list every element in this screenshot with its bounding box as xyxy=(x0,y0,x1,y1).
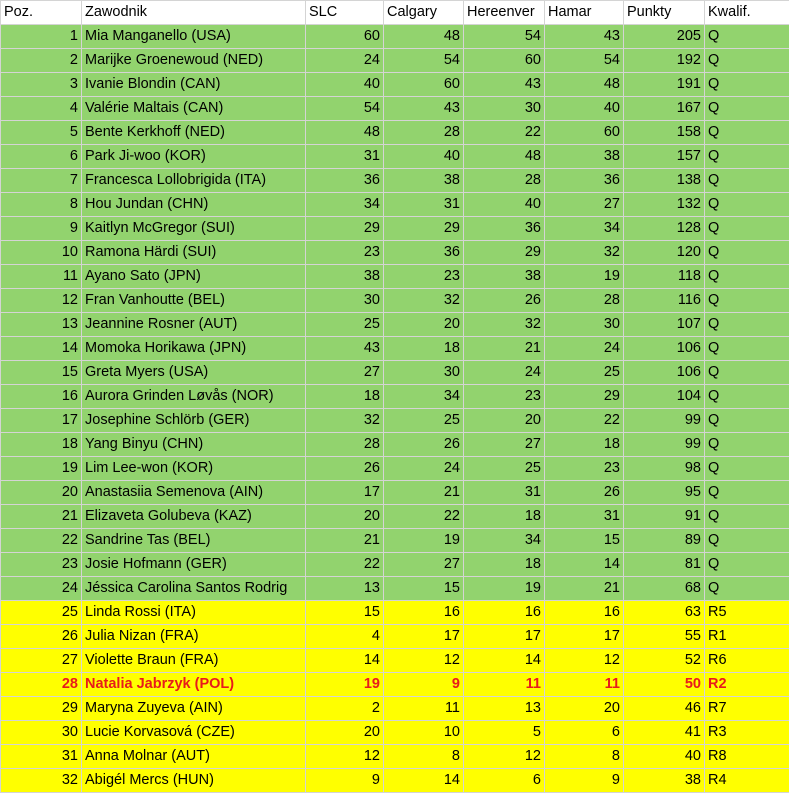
cell-hamar[interactable]: 34 xyxy=(545,217,624,241)
header-calgary[interactable]: Calgary xyxy=(384,1,464,25)
cell-pos[interactable]: 21 xyxy=(1,505,82,529)
cell-heerenveen[interactable]: 12 xyxy=(464,745,545,769)
cell-points[interactable]: 38 xyxy=(624,769,705,793)
cell-hamar[interactable]: 23 xyxy=(545,457,624,481)
cell-calgary[interactable]: 15 xyxy=(384,577,464,601)
cell-heerenveen[interactable]: 36 xyxy=(464,217,545,241)
cell-calgary[interactable]: 12 xyxy=(384,649,464,673)
cell-points[interactable]: 99 xyxy=(624,409,705,433)
cell-hamar[interactable]: 12 xyxy=(545,649,624,673)
table-row xyxy=(1,433,789,457)
cell-slc[interactable]: 21 xyxy=(306,529,384,553)
cell-heerenveen[interactable]: 54 xyxy=(464,25,545,49)
cell-heerenveen[interactable]: 26 xyxy=(464,289,545,313)
cell-pos[interactable]: 29 xyxy=(1,697,82,721)
cell-points[interactable]: 40 xyxy=(624,745,705,769)
cell-calgary[interactable]: 11 xyxy=(384,697,464,721)
cell-pos[interactable]: 10 xyxy=(1,241,82,265)
cell-points[interactable]: 106 xyxy=(624,337,705,361)
cell-pos[interactable]: 19 xyxy=(1,457,82,481)
cell-points[interactable]: 120 xyxy=(624,241,705,265)
cell-hamar[interactable]: 25 xyxy=(545,361,624,385)
cell-hamar[interactable]: 32 xyxy=(545,241,624,265)
header-heerenveen[interactable]: Hereenver xyxy=(464,1,545,25)
cell-qual[interactable]: Q xyxy=(705,289,789,313)
cell-hamar[interactable]: 15 xyxy=(545,529,624,553)
cell-pos[interactable]: 12 xyxy=(1,289,82,313)
cell-slc[interactable]: 14 xyxy=(306,649,384,673)
cell-calgary[interactable]: 36 xyxy=(384,241,464,265)
cell-pos[interactable]: 20 xyxy=(1,481,82,505)
cell-slc[interactable]: 23 xyxy=(306,241,384,265)
cell-points[interactable]: 167 xyxy=(624,97,705,121)
cell-hamar[interactable]: 54 xyxy=(545,49,624,73)
cell-slc[interactable]: 24 xyxy=(306,49,384,73)
cell-qual[interactable]: Q xyxy=(705,25,789,49)
cell-slc[interactable]: 15 xyxy=(306,601,384,625)
cell-slc[interactable]: 28 xyxy=(306,433,384,457)
cell-slc[interactable]: 4 xyxy=(306,625,384,649)
cell-pos[interactable]: 7 xyxy=(1,169,82,193)
cell-calgary[interactable]: 22 xyxy=(384,505,464,529)
cell-pos[interactable]: 2 xyxy=(1,49,82,73)
cell-slc[interactable]: 32 xyxy=(306,409,384,433)
cell-pos[interactable]: 27 xyxy=(1,649,82,673)
cell-name[interactable]: Linda Rossi (ITA) xyxy=(82,601,306,625)
cell-name[interactable]: Ivanie Blondin (CAN) xyxy=(82,73,306,97)
cell-heerenveen[interactable]: 19 xyxy=(464,577,545,601)
cell-heerenveen[interactable]: 40 xyxy=(464,193,545,217)
table-row xyxy=(1,49,789,73)
cell-hamar[interactable]: 17 xyxy=(545,625,624,649)
table-row xyxy=(1,241,789,265)
cell-hamar[interactable]: 22 xyxy=(545,409,624,433)
table-row xyxy=(1,409,789,433)
cell-slc[interactable]: 19 xyxy=(306,673,384,697)
cell-calgary[interactable]: 24 xyxy=(384,457,464,481)
cell-calgary[interactable]: 38 xyxy=(384,169,464,193)
cell-calgary[interactable]: 34 xyxy=(384,385,464,409)
cell-name[interactable]: Francesca Lollobrigida (ITA) xyxy=(82,169,306,193)
table-row xyxy=(1,121,789,145)
header-hamar[interactable]: Hamar xyxy=(545,1,624,25)
cell-pos[interactable]: 1 xyxy=(1,25,82,49)
cell-slc[interactable]: 36 xyxy=(306,169,384,193)
cell-heerenveen[interactable]: 30 xyxy=(464,97,545,121)
cell-slc[interactable]: 31 xyxy=(306,145,384,169)
cell-pos[interactable]: 31 xyxy=(1,745,82,769)
cell-points[interactable]: 192 xyxy=(624,49,705,73)
table-row xyxy=(1,577,789,601)
cell-qual[interactable]: R3 xyxy=(705,721,789,745)
table-row xyxy=(1,73,789,97)
cell-calgary[interactable]: 18 xyxy=(384,337,464,361)
table-row xyxy=(1,193,789,217)
cell-name[interactable]: Abigél Mercs (HUN) xyxy=(82,769,306,793)
cell-calgary[interactable]: 32 xyxy=(384,289,464,313)
cell-points[interactable]: 104 xyxy=(624,385,705,409)
cell-slc[interactable]: 13 xyxy=(306,577,384,601)
cell-pos[interactable]: 11 xyxy=(1,265,82,289)
cell-qual[interactable]: Q xyxy=(705,73,789,97)
cell-pos[interactable]: 8 xyxy=(1,193,82,217)
table-row xyxy=(1,385,789,409)
table-row xyxy=(1,529,789,553)
table-row xyxy=(1,25,789,49)
cell-heerenveen[interactable]: 31 xyxy=(464,481,545,505)
cell-heerenveen[interactable]: 38 xyxy=(464,265,545,289)
cell-name[interactable]: Maryna Zuyeva (AIN) xyxy=(82,697,306,721)
cell-heerenveen[interactable]: 6 xyxy=(464,769,545,793)
cell-points[interactable]: 106 xyxy=(624,361,705,385)
cell-calgary[interactable]: 28 xyxy=(384,121,464,145)
cell-hamar[interactable]: 28 xyxy=(545,289,624,313)
cell-hamar[interactable]: 60 xyxy=(545,121,624,145)
cell-name[interactable]: Jeannine Rosner (AUT) xyxy=(82,313,306,337)
cell-calgary[interactable]: 54 xyxy=(384,49,464,73)
cell-pos[interactable]: 24 xyxy=(1,577,82,601)
cell-points[interactable]: 98 xyxy=(624,457,705,481)
cell-points[interactable]: 63 xyxy=(624,601,705,625)
cell-qual[interactable]: Q xyxy=(705,385,789,409)
cell-qual[interactable]: R8 xyxy=(705,745,789,769)
cell-points[interactable]: 68 xyxy=(624,577,705,601)
cell-calgary[interactable]: 10 xyxy=(384,721,464,745)
cell-slc[interactable]: 54 xyxy=(306,97,384,121)
cell-calgary[interactable]: 21 xyxy=(384,481,464,505)
cell-pos[interactable]: 30 xyxy=(1,721,82,745)
table-row xyxy=(1,721,789,745)
cell-slc[interactable]: 20 xyxy=(306,505,384,529)
cell-heerenveen[interactable]: 14 xyxy=(464,649,545,673)
cell-hamar[interactable]: 43 xyxy=(545,25,624,49)
cell-slc[interactable]: 26 xyxy=(306,457,384,481)
cell-slc[interactable]: 43 xyxy=(306,337,384,361)
cell-qual[interactable]: Q xyxy=(705,361,789,385)
cell-heerenveen[interactable]: 25 xyxy=(464,457,545,481)
cell-slc[interactable]: 48 xyxy=(306,121,384,145)
cell-hamar[interactable]: 26 xyxy=(545,481,624,505)
cell-calgary[interactable]: 30 xyxy=(384,361,464,385)
cell-points[interactable]: 91 xyxy=(624,505,705,529)
cell-heerenveen[interactable]: 20 xyxy=(464,409,545,433)
cell-qual[interactable]: R6 xyxy=(705,649,789,673)
cell-hamar[interactable]: 11 xyxy=(545,673,624,697)
cell-name[interactable]: Anna Molnar (AUT) xyxy=(82,745,306,769)
cell-pos[interactable]: 25 xyxy=(1,601,82,625)
cell-name[interactable]: Marijke Groenewoud (NED) xyxy=(82,49,306,73)
cell-name[interactable]: Momoka Horikawa (JPN) xyxy=(82,337,306,361)
cell-hamar[interactable]: 29 xyxy=(545,385,624,409)
cell-pos[interactable]: 6 xyxy=(1,145,82,169)
cell-calgary[interactable]: 14 xyxy=(384,769,464,793)
table-body xyxy=(1,25,789,793)
cell-hamar[interactable]: 27 xyxy=(545,193,624,217)
cell-qual[interactable]: Q xyxy=(705,457,789,481)
cell-qual[interactable]: Q xyxy=(705,553,789,577)
table-row xyxy=(1,505,789,529)
cell-pos[interactable]: 15 xyxy=(1,361,82,385)
cell-name[interactable]: Josephine Schlörb (GER) xyxy=(82,409,306,433)
header-qual[interactable]: Kwalif. xyxy=(705,1,789,25)
cell-name[interactable]: Anastasiia Semenova (AIN) xyxy=(82,481,306,505)
cell-qual[interactable]: R1 xyxy=(705,625,789,649)
cell-name[interactable]: Fran Vanhoutte (BEL) xyxy=(82,289,306,313)
cell-calgary[interactable]: 9 xyxy=(384,673,464,697)
cell-pos[interactable]: 17 xyxy=(1,409,82,433)
cell-calgary[interactable]: 23 xyxy=(384,265,464,289)
table-row xyxy=(1,673,789,697)
cell-hamar[interactable]: 38 xyxy=(545,145,624,169)
table-row xyxy=(1,313,789,337)
cell-qual[interactable]: Q xyxy=(705,505,789,529)
cell-heerenveen[interactable]: 29 xyxy=(464,241,545,265)
table-row xyxy=(1,649,789,673)
cell-points[interactable]: 52 xyxy=(624,649,705,673)
cell-points[interactable]: 157 xyxy=(624,145,705,169)
cell-qual[interactable]: Q xyxy=(705,193,789,217)
cell-heerenveen[interactable]: 5 xyxy=(464,721,545,745)
cell-points[interactable]: 46 xyxy=(624,697,705,721)
table-row xyxy=(1,601,789,625)
cell-name[interactable]: Violette Braun (FRA) xyxy=(82,649,306,673)
cell-points[interactable]: 132 xyxy=(624,193,705,217)
cell-points[interactable]: 138 xyxy=(624,169,705,193)
table-row xyxy=(1,745,789,769)
header-points[interactable]: Punkty xyxy=(624,1,705,25)
cell-name[interactable]: Kaitlyn McGregor (SUI) xyxy=(82,217,306,241)
cell-slc[interactable]: 25 xyxy=(306,313,384,337)
cell-calgary[interactable]: 27 xyxy=(384,553,464,577)
cell-name[interactable]: Elizaveta Golubeva (KAZ) xyxy=(82,505,306,529)
table-row xyxy=(1,169,789,193)
cell-calgary[interactable]: 25 xyxy=(384,409,464,433)
cell-pos[interactable]: 32 xyxy=(1,769,82,793)
cell-heerenveen[interactable]: 24 xyxy=(464,361,545,385)
cell-calgary[interactable]: 31 xyxy=(384,193,464,217)
cell-points[interactable]: 99 xyxy=(624,433,705,457)
cell-qual[interactable]: Q xyxy=(705,481,789,505)
cell-slc[interactable]: 2 xyxy=(306,697,384,721)
cell-heerenveen[interactable]: 18 xyxy=(464,553,545,577)
cell-slc[interactable]: 12 xyxy=(306,745,384,769)
cell-qual[interactable]: Q xyxy=(705,217,789,241)
cell-points[interactable]: 55 xyxy=(624,625,705,649)
cell-points[interactable]: 50 xyxy=(624,673,705,697)
cell-name[interactable]: Greta Myers (USA) xyxy=(82,361,306,385)
cell-heerenveen[interactable]: 43 xyxy=(464,73,545,97)
cell-points[interactable]: 116 xyxy=(624,289,705,313)
table-row xyxy=(1,337,789,361)
cell-heerenveen[interactable]: 18 xyxy=(464,505,545,529)
cell-name[interactable]: Natalia Jabrzyk (POL) xyxy=(82,673,306,697)
cell-calgary[interactable]: 26 xyxy=(384,433,464,457)
cell-points[interactable]: 205 xyxy=(624,25,705,49)
cell-pos[interactable]: 14 xyxy=(1,337,82,361)
cell-heerenveen[interactable]: 34 xyxy=(464,529,545,553)
cell-slc[interactable]: 40 xyxy=(306,73,384,97)
cell-points[interactable]: 89 xyxy=(624,529,705,553)
cell-pos[interactable]: 13 xyxy=(1,313,82,337)
cell-hamar[interactable]: 40 xyxy=(545,97,624,121)
header-row xyxy=(1,1,789,25)
table-row xyxy=(1,553,789,577)
cell-slc[interactable]: 34 xyxy=(306,193,384,217)
cell-qual[interactable]: R7 xyxy=(705,697,789,721)
cell-slc[interactable]: 29 xyxy=(306,217,384,241)
cell-calgary[interactable]: 20 xyxy=(384,313,464,337)
cell-slc[interactable]: 60 xyxy=(306,25,384,49)
cell-calgary[interactable]: 48 xyxy=(384,25,464,49)
cell-name[interactable]: Ramona Härdi (SUI) xyxy=(82,241,306,265)
table-row xyxy=(1,625,789,649)
table-row xyxy=(1,457,789,481)
cell-name[interactable]: Ayano Sato (JPN) xyxy=(82,265,306,289)
cell-hamar[interactable]: 31 xyxy=(545,505,624,529)
table-row xyxy=(1,769,789,793)
cell-pos[interactable]: 9 xyxy=(1,217,82,241)
cell-hamar[interactable]: 16 xyxy=(545,601,624,625)
cell-name[interactable]: Hou Jundan (CHN) xyxy=(82,193,306,217)
cell-qual[interactable]: Q xyxy=(705,241,789,265)
cell-hamar[interactable]: 6 xyxy=(545,721,624,745)
cell-hamar[interactable]: 20 xyxy=(545,697,624,721)
cell-slc[interactable]: 18 xyxy=(306,385,384,409)
cell-name[interactable]: Bente Kerkhoff (NED) xyxy=(82,121,306,145)
cell-points[interactable]: 107 xyxy=(624,313,705,337)
cell-hamar[interactable]: 48 xyxy=(545,73,624,97)
cell-slc[interactable]: 20 xyxy=(306,721,384,745)
table-row xyxy=(1,97,789,121)
cell-qual[interactable]: Q xyxy=(705,337,789,361)
cell-qual[interactable]: Q xyxy=(705,265,789,289)
cell-hamar[interactable]: 8 xyxy=(545,745,624,769)
cell-calgary[interactable]: 19 xyxy=(384,529,464,553)
cell-pos[interactable]: 5 xyxy=(1,121,82,145)
cell-qual[interactable]: Q xyxy=(705,49,789,73)
cell-calgary[interactable]: 40 xyxy=(384,145,464,169)
cell-pos[interactable]: 3 xyxy=(1,73,82,97)
cell-hamar[interactable]: 19 xyxy=(545,265,624,289)
cell-points[interactable]: 158 xyxy=(624,121,705,145)
cell-slc[interactable]: 17 xyxy=(306,481,384,505)
cell-qual[interactable]: Q xyxy=(705,433,789,457)
cell-heerenveen[interactable]: 21 xyxy=(464,337,545,361)
table-row xyxy=(1,361,789,385)
cell-calgary[interactable]: 8 xyxy=(384,745,464,769)
cell-points[interactable]: 41 xyxy=(624,721,705,745)
cell-slc[interactable]: 27 xyxy=(306,361,384,385)
cell-name[interactable]: Park Ji-woo (KOR) xyxy=(82,145,306,169)
cell-heerenveen[interactable]: 27 xyxy=(464,433,545,457)
cell-slc[interactable]: 22 xyxy=(306,553,384,577)
cell-slc[interactable]: 38 xyxy=(306,265,384,289)
cell-points[interactable]: 118 xyxy=(624,265,705,289)
cell-name[interactable]: Sandrine Tas (BEL) xyxy=(82,529,306,553)
cell-points[interactable]: 95 xyxy=(624,481,705,505)
cell-hamar[interactable]: 36 xyxy=(545,169,624,193)
cell-points[interactable]: 128 xyxy=(624,217,705,241)
cell-pos[interactable]: 26 xyxy=(1,625,82,649)
cell-name[interactable]: Josie Hofmann (GER) xyxy=(82,553,306,577)
table-row xyxy=(1,145,789,169)
cell-heerenveen[interactable]: 48 xyxy=(464,145,545,169)
cell-qual[interactable]: Q xyxy=(705,169,789,193)
cell-calgary[interactable]: 16 xyxy=(384,601,464,625)
cell-heerenveen[interactable]: 22 xyxy=(464,121,545,145)
cell-name[interactable]: Mia Manganello (USA) xyxy=(82,25,306,49)
header-slc[interactable]: SLC xyxy=(306,1,384,25)
cell-name[interactable]: Jéssica Carolina Santos Rodrig xyxy=(82,577,306,601)
cell-name[interactable]: Aurora Grinden Løvås (NOR) xyxy=(82,385,306,409)
cell-points[interactable]: 81 xyxy=(624,553,705,577)
cell-hamar[interactable]: 18 xyxy=(545,433,624,457)
cell-hamar[interactable]: 21 xyxy=(545,577,624,601)
cell-pos[interactable]: 16 xyxy=(1,385,82,409)
cell-name[interactable]: Lucie Korvasová (CZE) xyxy=(82,721,306,745)
cell-pos[interactable]: 4 xyxy=(1,97,82,121)
cell-heerenveen[interactable]: 60 xyxy=(464,49,545,73)
cell-qual[interactable]: Q xyxy=(705,409,789,433)
cell-name[interactable]: Julia Nizan (FRA) xyxy=(82,625,306,649)
cell-hamar[interactable]: 24 xyxy=(545,337,624,361)
cell-qual[interactable]: Q xyxy=(705,121,789,145)
cell-calgary[interactable]: 17 xyxy=(384,625,464,649)
table-row xyxy=(1,265,789,289)
cell-heerenveen[interactable]: 28 xyxy=(464,169,545,193)
cell-name[interactable]: Lim Lee-won (KOR) xyxy=(82,457,306,481)
cell-pos[interactable]: 23 xyxy=(1,553,82,577)
cell-qual[interactable]: Q xyxy=(705,145,789,169)
cell-heerenveen[interactable]: 16 xyxy=(464,601,545,625)
cell-heerenveen[interactable]: 17 xyxy=(464,625,545,649)
cell-heerenveen[interactable]: 23 xyxy=(464,385,545,409)
table-row xyxy=(1,217,789,241)
cell-hamar[interactable]: 30 xyxy=(545,313,624,337)
table-row xyxy=(1,289,789,313)
cell-hamar[interactable]: 14 xyxy=(545,553,624,577)
cell-pos[interactable]: 22 xyxy=(1,529,82,553)
cell-slc[interactable]: 9 xyxy=(306,769,384,793)
cell-name[interactable]: Yang Binyu (CHN) xyxy=(82,433,306,457)
header-name[interactable]: Zawodnik xyxy=(82,1,306,25)
cell-points[interactable]: 191 xyxy=(624,73,705,97)
cell-qual[interactable]: R5 xyxy=(705,601,789,625)
cell-qual[interactable]: Q xyxy=(705,529,789,553)
cell-qual[interactable]: Q xyxy=(705,313,789,337)
cell-slc[interactable]: 30 xyxy=(306,289,384,313)
table-row xyxy=(1,481,789,505)
cell-name[interactable]: Valérie Maltais (CAN) xyxy=(82,97,306,121)
cell-pos[interactable]: 18 xyxy=(1,433,82,457)
cell-qual[interactable]: R2 xyxy=(705,673,789,697)
cell-qual[interactable]: Q xyxy=(705,577,789,601)
cell-heerenveen[interactable]: 11 xyxy=(464,673,545,697)
table-row xyxy=(1,697,789,721)
cell-qual[interactable]: Q xyxy=(705,97,789,121)
cell-calgary[interactable]: 60 xyxy=(384,73,464,97)
cell-calgary[interactable]: 43 xyxy=(384,97,464,121)
cell-hamar[interactable]: 9 xyxy=(545,769,624,793)
cell-calgary[interactable]: 29 xyxy=(384,217,464,241)
cell-qual[interactable]: R4 xyxy=(705,769,789,793)
cell-pos[interactable]: 28 xyxy=(1,673,82,697)
cell-heerenveen[interactable]: 13 xyxy=(464,697,545,721)
header-pos[interactable]: Poz. xyxy=(1,1,82,25)
cell-heerenveen[interactable]: 32 xyxy=(464,313,545,337)
